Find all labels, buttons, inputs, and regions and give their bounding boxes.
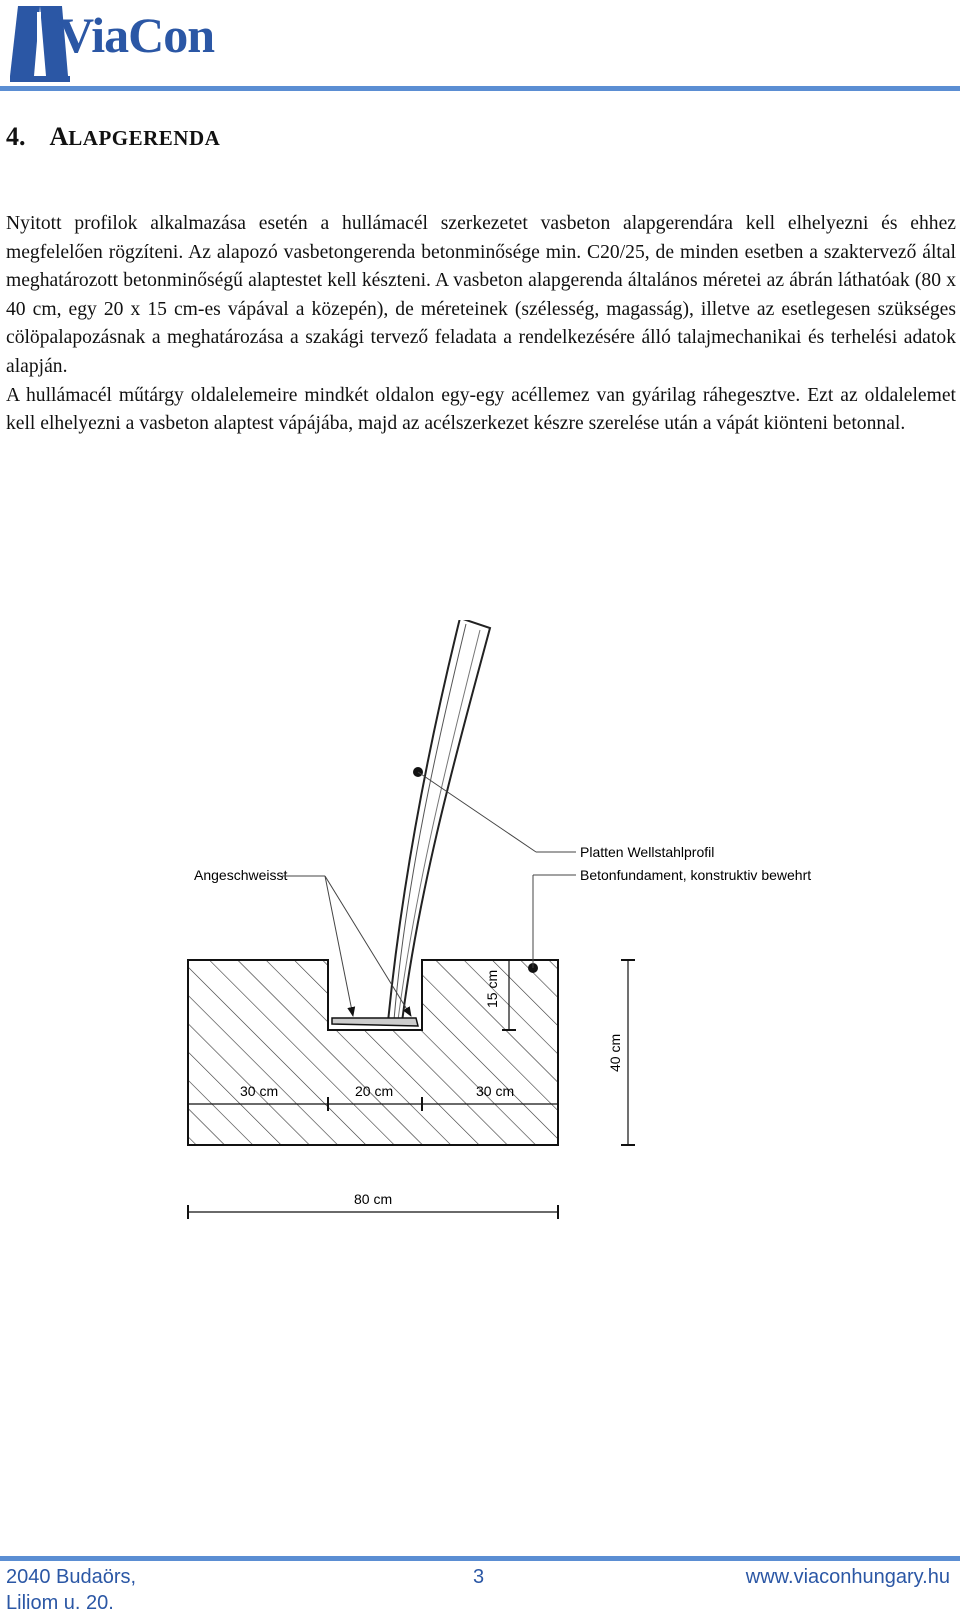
dim-15: 15 cm	[484, 969, 500, 1008]
viacon-logo	[10, 6, 230, 84]
footer-website-link[interactable]: www.viaconhungary.hu	[745, 1566, 950, 1588]
dim-40: 40 cm	[607, 1033, 623, 1072]
label-platten: Platten Wellstahlprofil	[580, 844, 715, 860]
section-heading	[6, 122, 220, 152]
dim-20: 20 cm	[355, 1083, 394, 1099]
page-number: 3	[473, 1566, 485, 1588]
footer-rule	[0, 1556, 960, 1561]
paragraph: Nyitott profilok alkalmazása esetén a hullámacél szerkezetet vasbeton alapgerendára kell elhelyezni és ehhez megfelelően rögzíteni. Az alapozó vasbetongerenda betonminősége min. C20/25, de minden esetben a szaktervező által meghatározott betonminőségű alaptestet kell készteni. A vasbeton alapgerenda általános méretei az ábrán láthatóak (80 x 40 cm, egy 20 x 15 cm-es vápával a közepén), de méreteinek (szélesség, magasság), illetve az esetlegesen szükséges cölöpalapozásnak a meghatározása a szakági tervező feladata a rendelkezésére álló talajmechanikai és terhelési adatok alapján.	[6, 213, 956, 377]
logo-text: ViaCon	[58, 7, 215, 63]
address-line-2: Liliom u. 20.	[6, 1592, 114, 1614]
label-betonfundament: Betonfundament, konstruktiv bewehrt	[580, 867, 812, 883]
dim-80: 80 cm	[354, 1191, 393, 1207]
address-line-1: 2040 Budaörs,	[6, 1566, 137, 1588]
label-angeschweisst: Angeschweisst	[194, 867, 288, 883]
foundation-block	[188, 960, 558, 1145]
header-rule	[0, 86, 960, 91]
section-title-rest: LAPGERENDA	[68, 126, 221, 150]
body-text	[6, 210, 956, 439]
dim-30-left: 30 cm	[240, 1083, 279, 1099]
paragraph: A hullámacél műtárgy oldalelemeire mindkét oldalon egy-egy acéllemez van gyárilag ráhegesztve. Ezt az oldalelemet kell elhelyezni a vasbeton alaptest vápájába, majd az acélszerkezet készre szerelése után a vápát kiönteni betonnal.	[6, 384, 956, 435]
section-title-initial: A	[49, 122, 69, 151]
section-number: 4.	[6, 122, 26, 151]
footer-address	[6, 1564, 136, 1616]
welded-plate	[332, 1018, 418, 1026]
dim-30-right: 30 cm	[476, 1083, 515, 1099]
foundation-diagram	[180, 620, 820, 1280]
